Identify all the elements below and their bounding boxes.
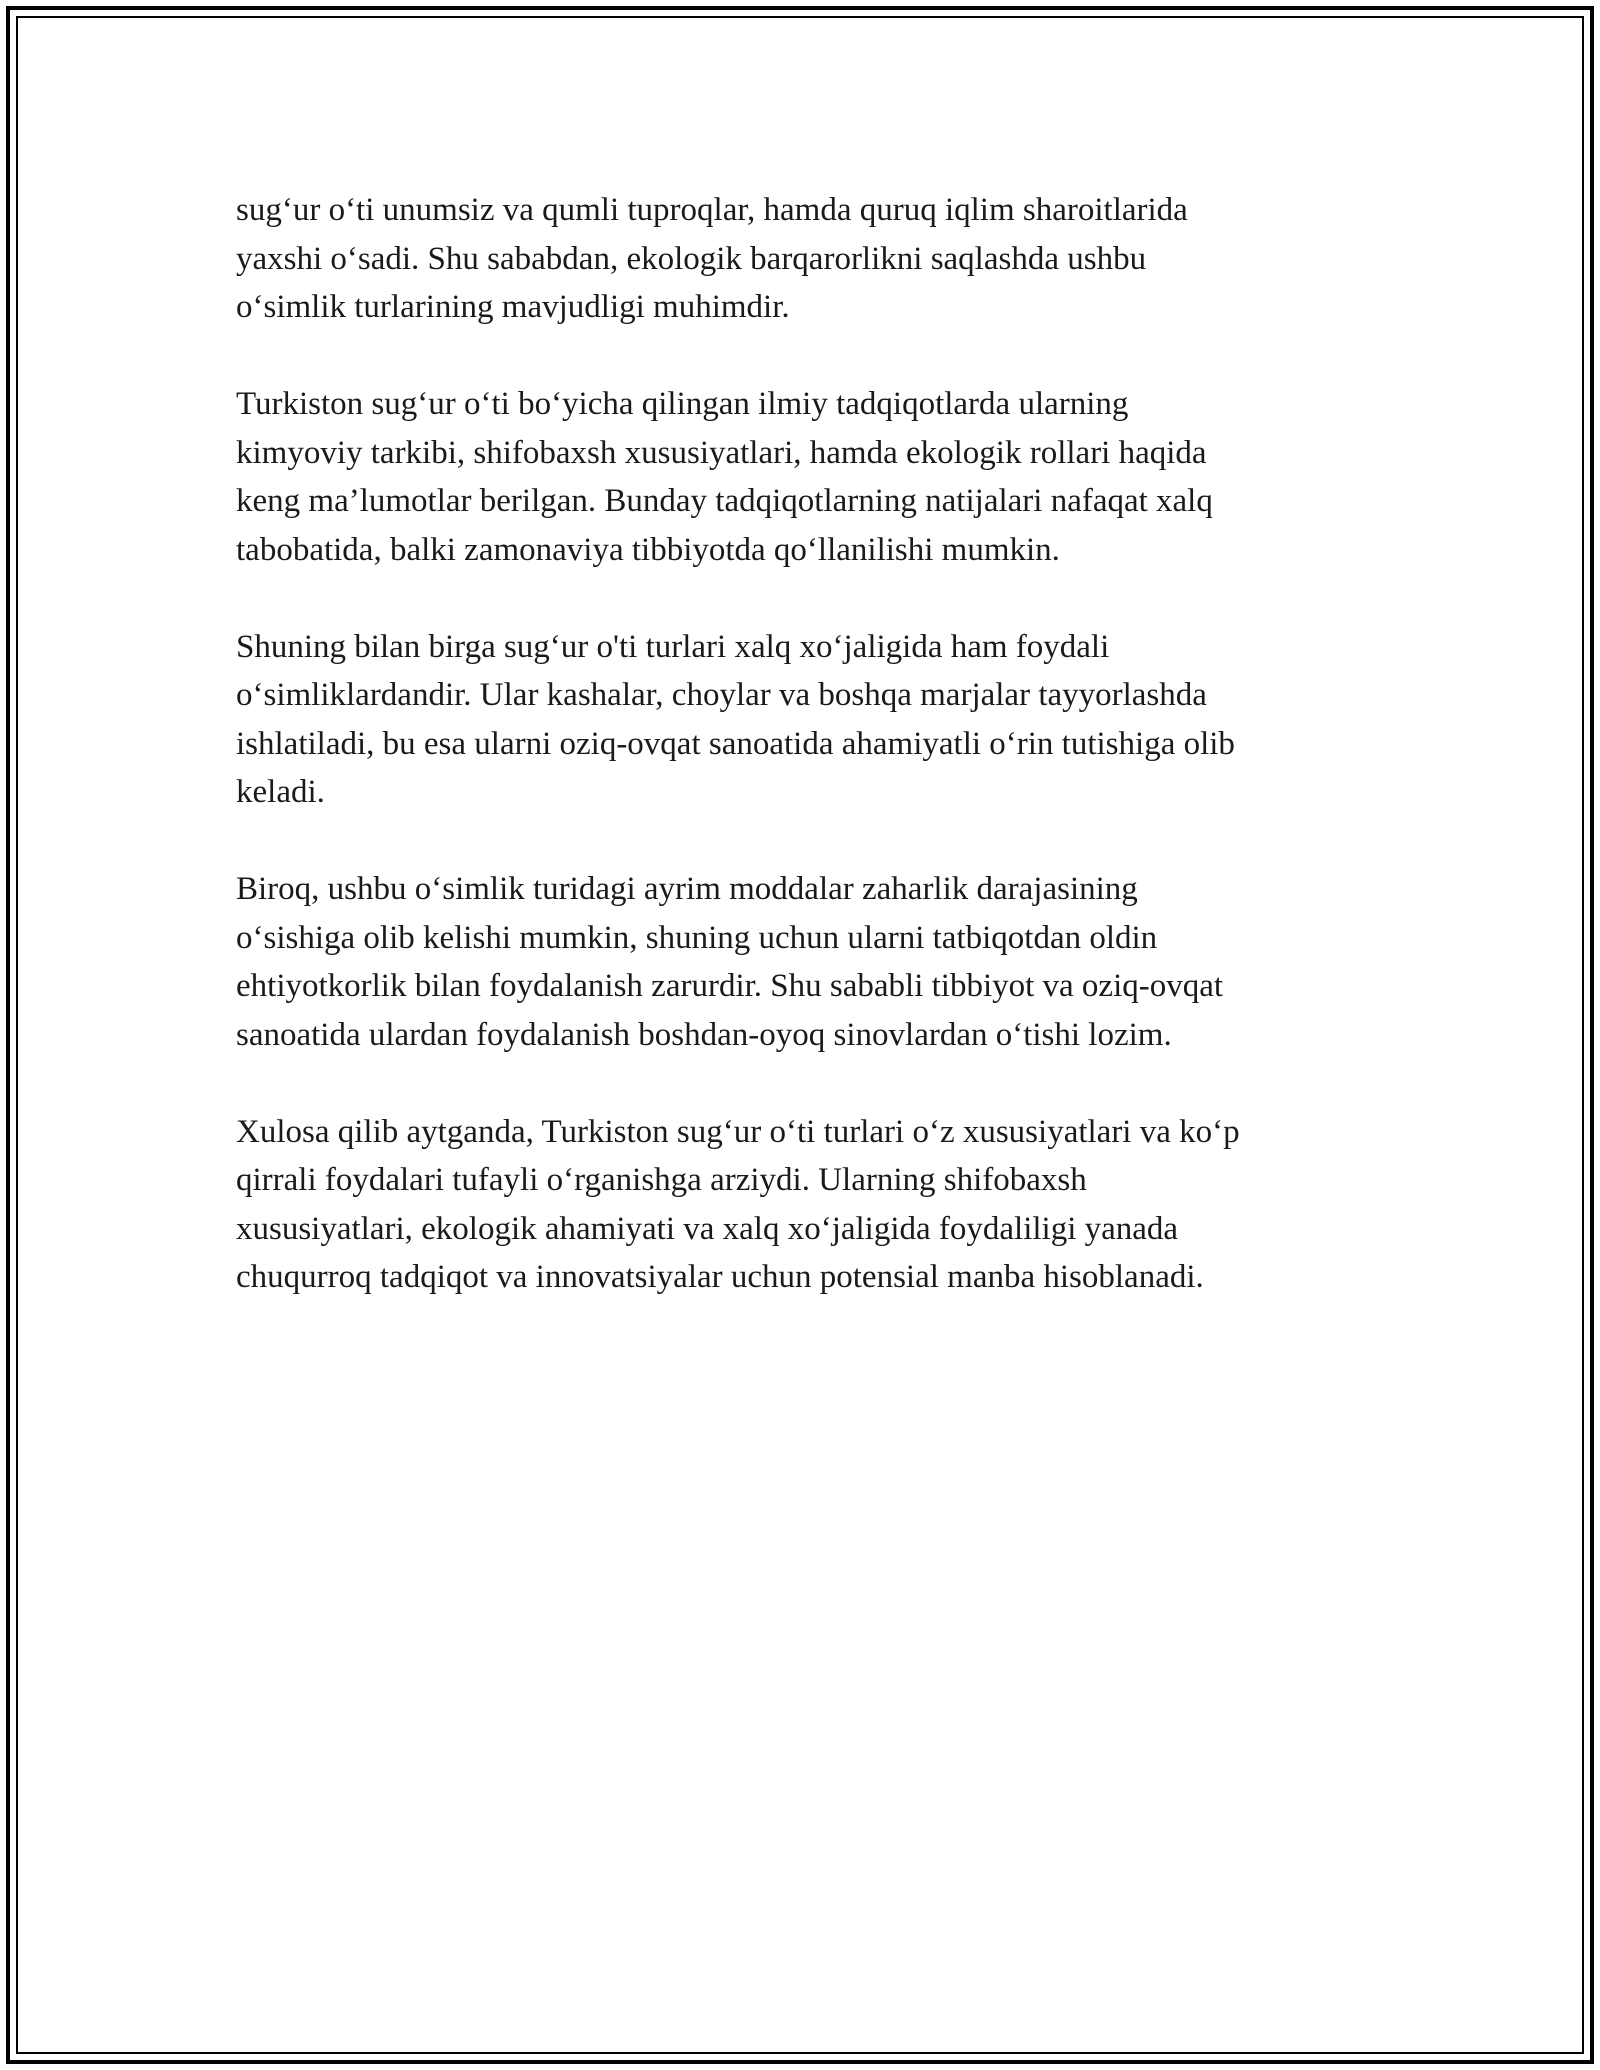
text-line: keng ma’lumotlar berilgan. Bunday tadqiqotlarning natijalari nafaqat xalq	[236, 483, 1213, 519]
text-line: sanoatida ulardan foydalanish boshdan-oyoq sinovlardan o‘tishi lozim.	[236, 1016, 1172, 1053]
text-line: tabobatida, balki zamonaviya tibbiyotda qo‘llanilishi mumkin.	[236, 531, 1060, 568]
text-line: Turkiston sug‘ur o‘ti bo‘yicha qilingan ilmiy tadqiqotlarda ularning	[236, 386, 1129, 422]
text-line: xususiyatlari, ekologik ahamiyati va xalq xo‘jaligida foydaliligi yanada	[236, 1210, 1179, 1247]
text-line: qirrali foydalari tufayli o‘rganishga arziydi. Ularning shifobaxsh	[236, 1162, 1087, 1198]
paragraph-4	[236, 865, 1366, 1059]
paragraph-1	[236, 186, 1366, 332]
text-line: Biroq, ushbu o‘simlik turidagi ayrim moddalar zaharlik darajasining	[236, 871, 1138, 907]
text-line: keladi.	[236, 774, 325, 810]
document-body	[236, 186, 1366, 1350]
text-line: ehtiyotkorlik bilan foydalanish zarurdir. Shu sababli tibbiyot va oziq-ovqat	[236, 968, 1224, 1004]
text-line: kimyoviy tarkibi, shifobaxsh xususiyatlari, hamda ekologik rollari haqida	[236, 434, 1207, 471]
text-line: yaxshi o‘sadi. Shu sababdan, ekologik barqarorlikni saqlashda ushbu	[236, 240, 1147, 277]
text-line: Xulosa qilib aytganda, Turkiston sug‘ur o‘ti turlari o‘z xususiyatlari va ko‘p	[236, 1113, 1240, 1150]
text-line: o‘sishiga olib kelishi mumkin, shuning uchun ularni tatbiqotdan oldin	[236, 919, 1158, 956]
text-line: ishlatiladi, bu esa ularni oziq-ovqat sanoatida ahamiyatli o‘rin tutishiga olib	[236, 725, 1235, 762]
text-line: o‘simliklardandir. Ular kashalar, choylar va boshqa marjalar tayyorlashda	[236, 677, 1207, 713]
paragraph-2	[236, 380, 1366, 574]
text-line: o‘simlik turlarining mavjudligi muhimdir.	[236, 289, 790, 325]
paragraph-3	[236, 623, 1366, 817]
text-line: chuqurroq tadqiqot va innovatsiyalar uchun potensial manba hisoblanadi.	[236, 1259, 1204, 1295]
paragraph-5	[236, 1108, 1366, 1302]
text-line: sug‘ur o‘ti unumsiz va qumli tuproqlar, hamda quruq iqlim sharoitlarida	[236, 192, 1188, 228]
text-line: Shuning bilan birga sug‘ur o'ti turlari xalq xo‘jaligida ham foydali	[236, 628, 1110, 665]
